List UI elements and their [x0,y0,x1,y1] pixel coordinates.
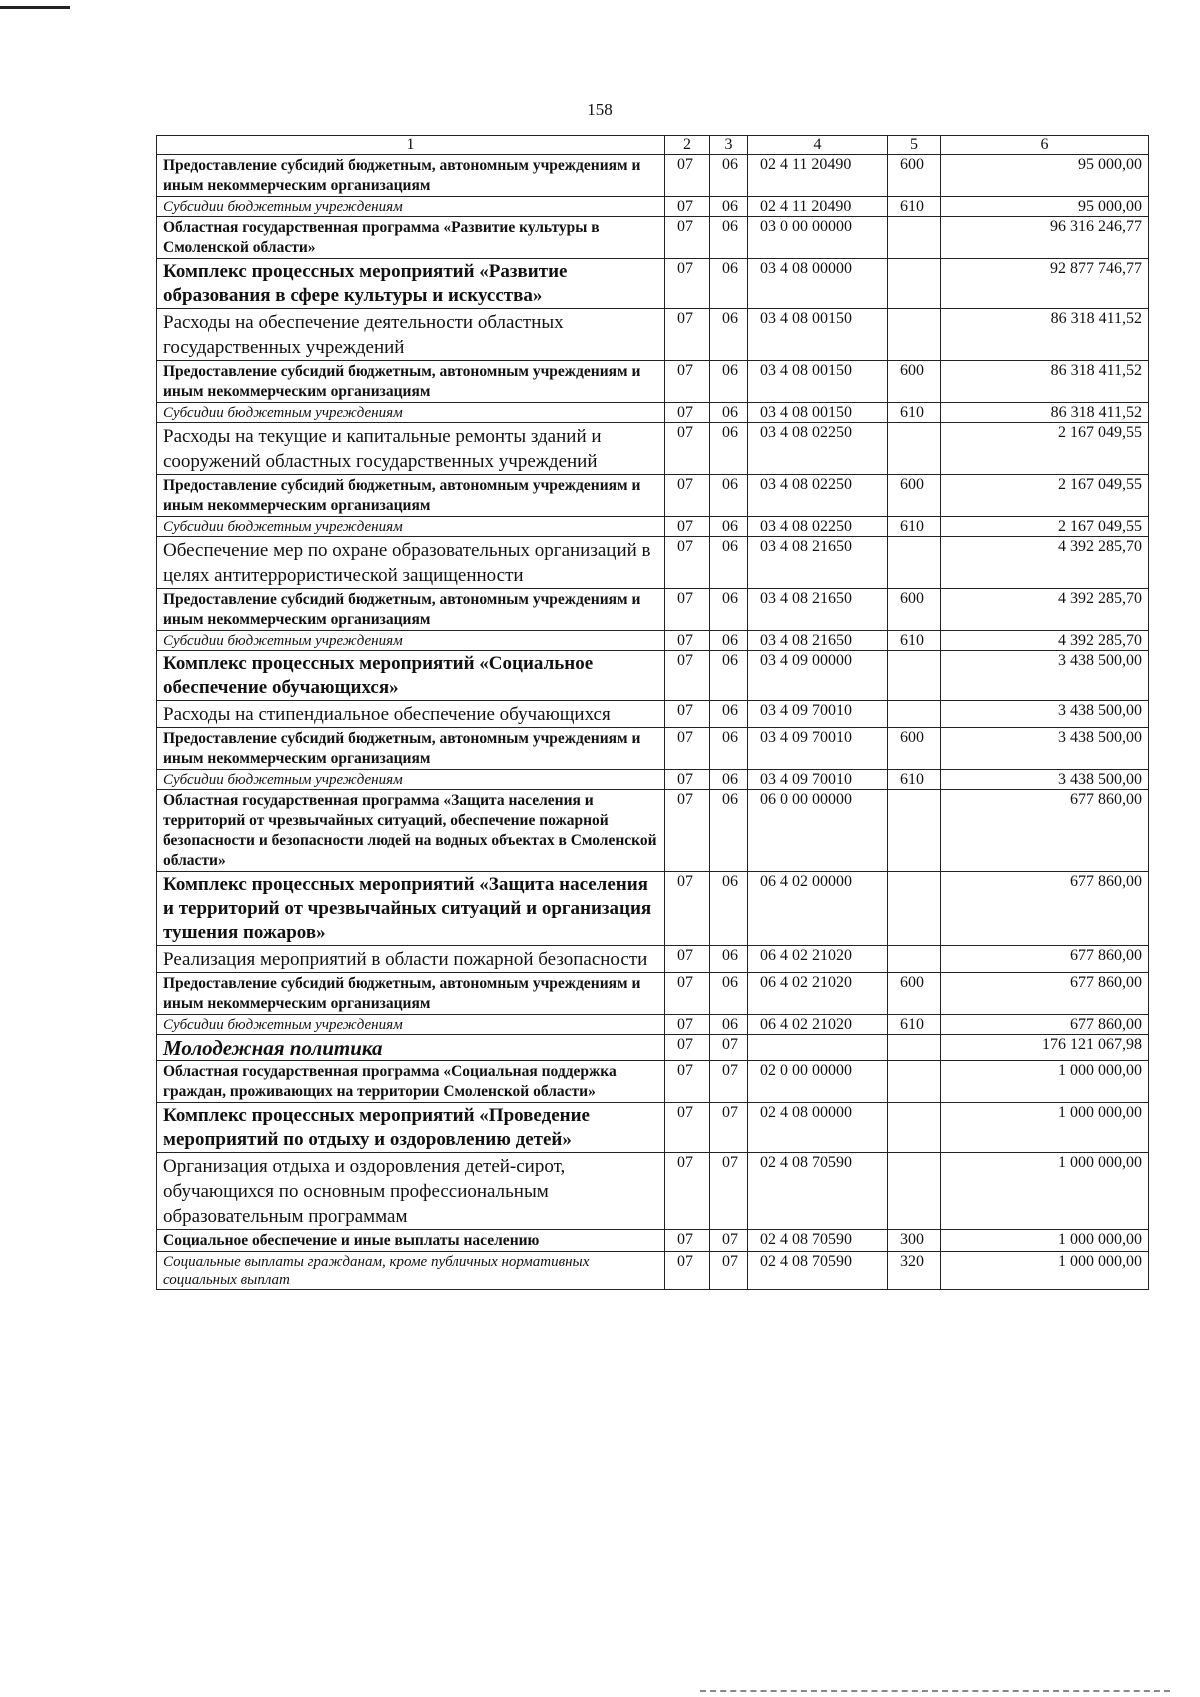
table-row [157,1153,1149,1230]
expense-type-cell: 610 [888,403,941,423]
amount-cell: 1 000 000,00 [941,1252,1149,1290]
row-name-cell: Социальное обеспечение и иные выплаты населению [157,1230,665,1252]
amount-cell: 86 318 411,52 [941,403,1149,423]
row-name-cell: Предоставление субсидий бюджетным, автономным учреждениям и иным некоммерческим организациям [157,589,665,631]
section-code-cell: 07 [665,517,710,537]
table-row [157,770,1149,790]
column-header: 4 [748,136,888,155]
target-article-cell: 03 4 08 21650 [748,589,888,631]
amount-cell: 3 438 500,00 [941,701,1149,728]
expense-type-cell [888,259,941,309]
amount-cell: 95 000,00 [941,155,1149,197]
subsection-code-cell: 06 [710,701,748,728]
row-name-cell: Реализация мероприятий в области пожарной безопасности [157,946,665,973]
table-row [157,790,1149,872]
subsection-code-cell: 07 [710,1153,748,1230]
row-name-cell: Социальные выплаты гражданам, кроме публичных нормативных социальных выплат [157,1252,665,1290]
section-code-cell: 07 [665,309,710,361]
target-article-cell: 03 0 00 00000 [748,217,888,259]
target-article-cell: 06 4 02 21020 [748,973,888,1015]
expense-type-cell: 610 [888,1015,941,1035]
expense-type-cell: 300 [888,1230,941,1252]
table-row [157,517,1149,537]
table-row [157,197,1149,217]
expense-type-cell [888,1035,941,1061]
target-article-cell: 02 4 08 70590 [748,1153,888,1230]
subsection-code-cell: 06 [710,790,748,872]
subsection-code-cell: 06 [710,631,748,651]
subsection-code-cell: 06 [710,403,748,423]
target-article-cell: 02 4 08 70590 [748,1230,888,1252]
target-article-cell: 02 4 08 00000 [748,1103,888,1153]
target-article-cell: 03 4 09 70010 [748,701,888,728]
table-row [157,423,1149,475]
page-number: 158 [587,100,613,119]
expense-type-cell: 610 [888,197,941,217]
amount-cell: 96 316 246,77 [941,217,1149,259]
subsection-code-cell: 06 [710,589,748,631]
subsection-code-cell: 06 [710,197,748,217]
section-code-cell: 07 [665,973,710,1015]
table-row [157,1103,1149,1153]
table-row [157,631,1149,651]
subsection-code-cell: 06 [710,973,748,1015]
row-name-cell: Областная государственная программа «Развитие культуры в Смоленской области» [157,217,665,259]
subsection-code-cell: 06 [710,517,748,537]
expense-type-cell: 320 [888,1252,941,1290]
subsection-code-cell: 06 [710,361,748,403]
section-code-cell: 07 [665,217,710,259]
row-name-cell: Субсидии бюджетным учреждениям [157,517,665,537]
target-article-cell [748,1035,888,1061]
row-name-cell: Расходы на стипендиальное обеспечение обучающихся [157,701,665,728]
expense-type-cell: 600 [888,155,941,197]
section-code-cell: 07 [665,423,710,475]
subsection-code-cell: 07 [710,1103,748,1153]
amount-cell: 4 392 285,70 [941,631,1149,651]
table-row [157,403,1149,423]
subsection-code-cell: 06 [710,259,748,309]
section-code-cell: 07 [665,1061,710,1103]
subsection-code-cell: 06 [710,155,748,197]
target-article-cell: 02 4 11 20490 [748,155,888,197]
section-code-cell: 07 [665,475,710,517]
expense-type-cell [888,1061,941,1103]
target-article-cell: 03 4 08 21650 [748,631,888,651]
subsection-code-cell: 07 [710,1230,748,1252]
amount-cell: 3 438 500,00 [941,728,1149,770]
subsection-code-cell: 06 [710,475,748,517]
expense-type-cell [888,537,941,589]
amount-cell: 1 000 000,00 [941,1103,1149,1153]
table-row [157,475,1149,517]
row-name-cell: Субсидии бюджетным учреждениям [157,631,665,651]
target-article-cell: 06 0 00 00000 [748,790,888,872]
row-name-cell: Расходы на текущие и капитальные ремонты зданий и сооружений областных государственных учреждений [157,423,665,475]
section-code-cell: 07 [665,946,710,973]
row-name-cell: Предоставление субсидий бюджетным, автономным учреждениям и иным некоммерческим организациям [157,728,665,770]
table-row [157,872,1149,946]
expense-type-cell: 600 [888,475,941,517]
row-name-cell: Предоставление субсидий бюджетным, автономным учреждениям и иным некоммерческим организациям [157,973,665,1015]
section-code-cell: 07 [665,1103,710,1153]
target-article-cell: 03 4 08 02250 [748,423,888,475]
target-article-cell: 03 4 09 70010 [748,728,888,770]
row-name-cell: Областная государственная программа «Социальная поддержка граждан, проживающих на территории Смоленской области» [157,1061,665,1103]
expense-type-cell [888,423,941,475]
amount-cell: 4 392 285,70 [941,537,1149,589]
section-code-cell: 07 [665,589,710,631]
row-name-cell: Предоставление субсидий бюджетным, автономным учреждениям и иным некоммерческим организациям [157,155,665,197]
expense-type-cell: 610 [888,631,941,651]
table-row [157,217,1149,259]
expense-type-cell [888,701,941,728]
section-code-cell: 07 [665,1015,710,1035]
amount-cell: 1 000 000,00 [941,1153,1149,1230]
section-code-cell: 07 [665,197,710,217]
target-article-cell: 02 4 08 70590 [748,1252,888,1290]
amount-cell: 677 860,00 [941,946,1149,973]
column-header: 2 [665,136,710,155]
amount-cell: 677 860,00 [941,872,1149,946]
amount-cell: 1 000 000,00 [941,1061,1149,1103]
section-code-cell: 07 [665,155,710,197]
section-code-cell: 07 [665,651,710,701]
amount-cell: 677 860,00 [941,790,1149,872]
table-row [157,728,1149,770]
table-row [157,1230,1149,1252]
row-name-cell: Субсидии бюджетным учреждениям [157,1015,665,1035]
target-article-cell: 06 4 02 00000 [748,872,888,946]
subsection-code-cell: 06 [710,651,748,701]
target-article-cell: 02 0 00 00000 [748,1061,888,1103]
budget-table [156,135,1149,1290]
expense-type-cell [888,872,941,946]
section-code-cell: 07 [665,728,710,770]
expense-type-cell [888,1153,941,1230]
section-code-cell: 07 [665,403,710,423]
row-name-cell: Организация отдыха и оздоровления детей-сирот, обучающихся по основным профессиональным образовательным программам [157,1153,665,1230]
row-name-cell: Расходы на обеспечение деятельности областных государственных учреждений [157,309,665,361]
row-name-cell: Молодежная политика [157,1035,665,1061]
row-name-cell: Комплекс процессных мероприятий «Социальное обеспечение обучающихся» [157,651,665,701]
section-code-cell: 07 [665,259,710,309]
column-header: 3 [710,136,748,155]
column-header: 5 [888,136,941,155]
row-name-cell: Областная государственная программа «Защита населения и территорий от чрезвычайных ситуаций, обеспечение пожарной безопасности и безопасности людей на водных объектах в Смоленской области» [157,790,665,872]
expense-type-cell: 600 [888,973,941,1015]
target-article-cell: 02 4 11 20490 [748,197,888,217]
table-row [157,155,1149,197]
section-code-cell: 07 [665,631,710,651]
row-name-cell: Субсидии бюджетным учреждениям [157,403,665,423]
section-code-cell: 07 [665,872,710,946]
expense-type-cell [888,217,941,259]
section-code-cell: 07 [665,1230,710,1252]
row-name-cell: Субсидии бюджетным учреждениям [157,770,665,790]
section-code-cell: 07 [665,537,710,589]
amount-cell: 2 167 049,55 [941,475,1149,517]
row-name-cell: Комплекс процессных мероприятий «Проведение мероприятий по отдыху и оздоровлению детей» [157,1103,665,1153]
table-row [157,701,1149,728]
subsection-code-cell: 06 [710,309,748,361]
subsection-code-cell: 06 [710,217,748,259]
amount-cell: 1 000 000,00 [941,1230,1149,1252]
table-header-row [157,136,1149,155]
expense-type-cell [888,1103,941,1153]
row-name-cell: Обеспечение мер по охране образовательных организаций в целях антитеррористической защищенности [157,537,665,589]
section-code-cell: 07 [665,1153,710,1230]
row-name-cell: Комплекс процессных мероприятий «Развитие образования в сфере культуры и искусства» [157,259,665,309]
amount-cell: 92 877 746,77 [941,259,1149,309]
expense-type-cell [888,309,941,361]
target-article-cell: 03 4 08 00150 [748,309,888,361]
subsection-code-cell: 06 [710,1015,748,1035]
column-header: 1 [157,136,665,155]
target-article-cell: 03 4 08 02250 [748,517,888,537]
target-article-cell: 03 4 08 00150 [748,403,888,423]
amount-cell: 86 318 411,52 [941,309,1149,361]
amount-cell: 677 860,00 [941,973,1149,1015]
subsection-code-cell: 06 [710,423,748,475]
row-name-cell: Предоставление субсидий бюджетным, автономным учреждениям и иным некоммерческим организациям [157,475,665,517]
amount-cell: 86 318 411,52 [941,361,1149,403]
section-code-cell: 07 [665,701,710,728]
section-code-cell: 07 [665,770,710,790]
amount-cell: 176 121 067,98 [941,1035,1149,1061]
expense-type-cell: 600 [888,728,941,770]
section-code-cell: 07 [665,1252,710,1290]
target-article-cell: 03 4 08 21650 [748,537,888,589]
subsection-code-cell: 06 [710,728,748,770]
expense-type-cell: 600 [888,589,941,631]
scan-artifact-line [0,6,70,9]
table-row [157,1015,1149,1035]
expense-type-cell [888,790,941,872]
section-code-cell: 07 [665,790,710,872]
table-row [157,309,1149,361]
target-article-cell: 03 4 09 00000 [748,651,888,701]
row-name-cell: Предоставление субсидий бюджетным, автономным учреждениям и иным некоммерческим организациям [157,361,665,403]
subsection-code-cell: 07 [710,1252,748,1290]
subsection-code-cell: 06 [710,872,748,946]
table-row [157,361,1149,403]
target-article-cell: 03 4 09 70010 [748,770,888,790]
expense-type-cell [888,651,941,701]
scan-artifact-dashes [700,1690,1170,1692]
subsection-code-cell: 06 [710,770,748,790]
amount-cell: 3 438 500,00 [941,770,1149,790]
amount-cell: 4 392 285,70 [941,589,1149,631]
target-article-cell: 03 4 08 00000 [748,259,888,309]
subsection-code-cell: 07 [710,1035,748,1061]
target-article-cell: 06 4 02 21020 [748,1015,888,1035]
table-row [157,946,1149,973]
target-article-cell: 06 4 02 21020 [748,946,888,973]
section-code-cell: 07 [665,1035,710,1061]
row-name-cell: Субсидии бюджетным учреждениям [157,197,665,217]
target-article-cell: 03 4 08 02250 [748,475,888,517]
table-row [157,1035,1149,1061]
table-row [157,973,1149,1015]
amount-cell: 677 860,00 [941,1015,1149,1035]
subsection-code-cell: 06 [710,537,748,589]
expense-type-cell: 600 [888,361,941,403]
table-row [157,1252,1149,1290]
table-row [157,589,1149,631]
column-header: 6 [941,136,1149,155]
amount-cell: 95 000,00 [941,197,1149,217]
amount-cell: 2 167 049,55 [941,423,1149,475]
expense-type-cell [888,946,941,973]
table-row [157,259,1149,309]
table-row [157,651,1149,701]
target-article-cell: 03 4 08 00150 [748,361,888,403]
amount-cell: 3 438 500,00 [941,651,1149,701]
section-code-cell: 07 [665,361,710,403]
row-name-cell: Комплекс процессных мероприятий «Защита населения и территорий от чрезвычайных ситуаций и организация тушения пожаров» [157,872,665,946]
table-row [157,1061,1149,1103]
expense-type-cell: 610 [888,517,941,537]
subsection-code-cell: 07 [710,1061,748,1103]
table-row [157,537,1149,589]
amount-cell: 2 167 049,55 [941,517,1149,537]
expense-type-cell: 610 [888,770,941,790]
subsection-code-cell: 06 [710,946,748,973]
